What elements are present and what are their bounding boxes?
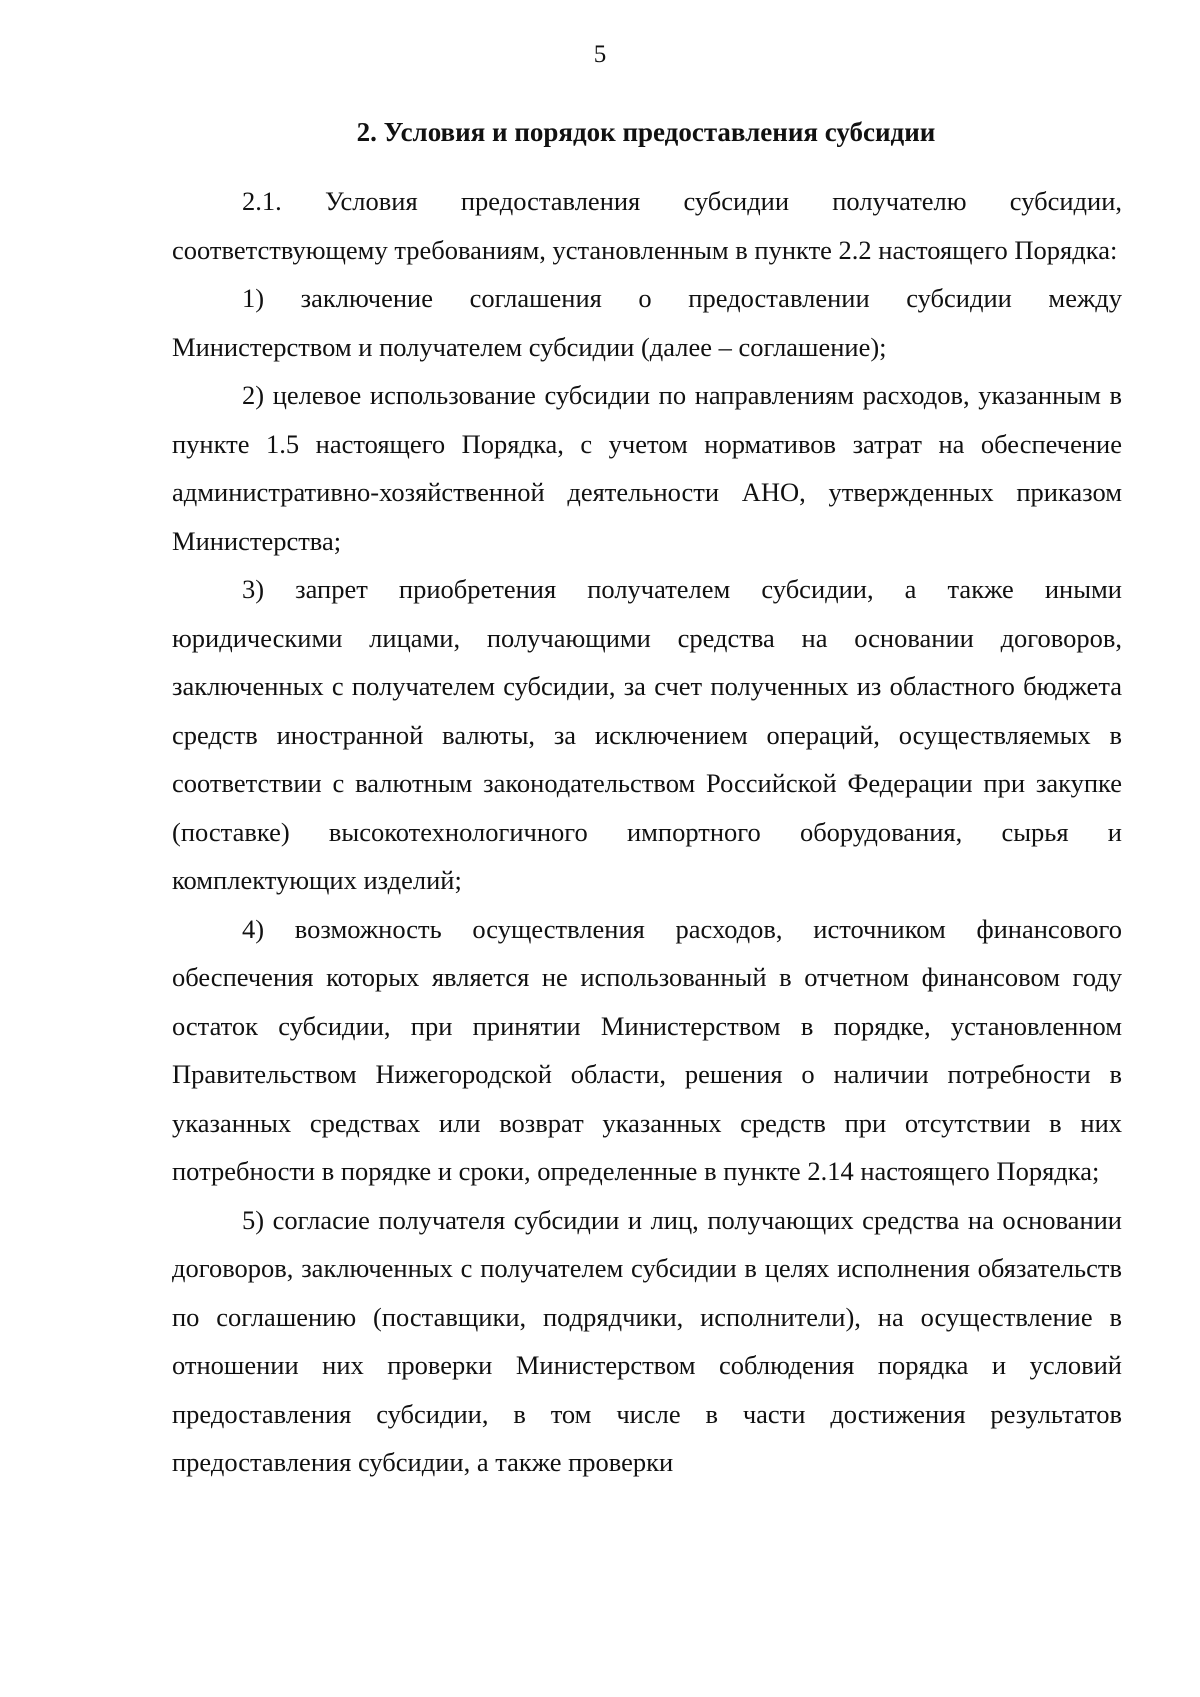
paragraph-item-3: 3) запрет приобретения получателем субсидии, а также иными юридическими лицами, получающими средства на основании договоров, заключенных с получателем субсидии, за счет полученных из областного бюджета средств иностранной валюты, за исключением операций, осуществляемых в соответствии с валютным законодательством Российской Федерации при закупке (поставке) высокотехнологичного импортного оборудования, сырья и комплектующих изделий; bbox=[172, 574, 1122, 895]
paragraph-item-5: 5) согласие получателя субсидии и лиц, получающих средства на основании договоров, заключенных с получателем субсидии в целях исполнения обязательств по соглашению (поставщики, подрядчики, исполнители), на осуществление в отношении них проверки Министерством соблюдения порядка и условий предоставления субсидии, в том числе в части достижения результатов предоставления субсидии, а также проверки bbox=[172, 1204, 1122, 1477]
paragraph-2-1: 2.1. Условия предоставления субсидии получателю субсидии, соответствующему требованиям, установленным в пункте 2.2 настоящего Порядка: bbox=[172, 186, 1122, 265]
page-number: 5 bbox=[593, 41, 607, 68]
paragraph-item-2: 2) целевое использование субсидии по направлениям расходов, указанным в пункте 1.5 настоящего Порядка, с учетом нормативов затрат на обеспечение административно-хозяйственной деятельности АНО, утвержденных приказом Министерства; bbox=[172, 380, 1122, 556]
body-text bbox=[172, 177, 1122, 1487]
section-title: 2. Условия и порядок предоставления субсидии bbox=[356, 117, 936, 147]
paragraph-item-4: 4) возможность осуществления расходов, источником финансового обеспечения которых является не использованный в отчетном финансовом году остаток субсидии, при принятии Министерством в порядке, установленном Правительством Нижегородской области, решения о наличии потребности в указанных средствах или возврат указанных средств при отсутствии в них потребности в порядке и сроки, определенные в пункте 2.14 настоящего Порядка; bbox=[172, 913, 1122, 1186]
paragraph-item-1: 1) заключение соглашения о предоставлении субсидии между Министерством и получателем субсидии (далее – соглашение); bbox=[172, 283, 1122, 362]
